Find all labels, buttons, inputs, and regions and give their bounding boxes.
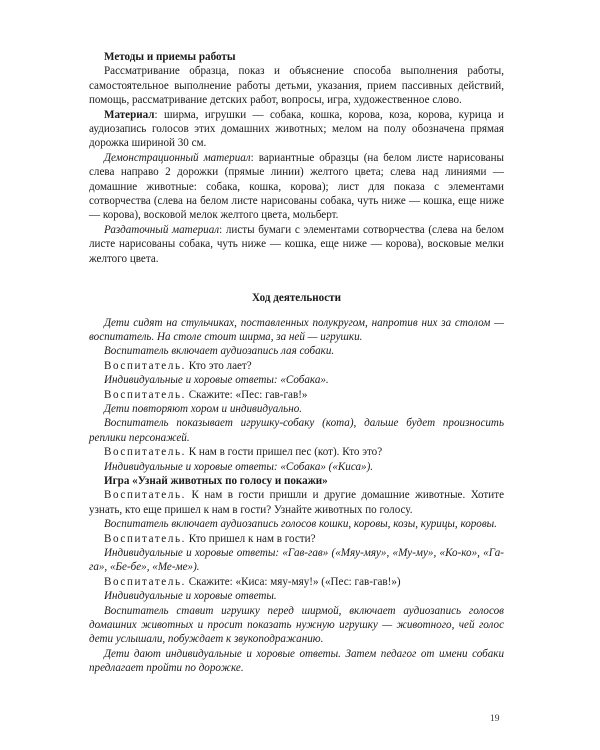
demo-material-text: : вариантные образцы (на белом листе нарисованы слева направо 2 дорожки (прямые линии) желтого цвета; слева над линиями — домашние животные: собака, кошка, корова); лист для показа с элементами сотворчества (слева на белом листе нарисованы собака, чуть ниже — кошка, еще ниже — корова), восковой мелок желтого цвета, мольберт. [89, 151, 504, 222]
demo-material-label: Демонстрационный материал [104, 151, 251, 164]
activity-heading: Ход деятельности [252, 292, 341, 305]
activity-p13: Индивидуальные и хоровые ответы: «Гав-гав» («Мяу-мяу», «Му-му», «Ко-ко», «Га-га», «Бе-бе», «Ме-ме»). [89, 547, 504, 574]
material-paragraph [89, 108, 504, 151]
material-text: : ширма, игрушки — собака, кошка, корова, коза, корова, курица и аудиозапись голосов этих домашних животных; мелом на полу обозначена прямая дорожка шириной 30 см. [89, 108, 504, 150]
activity-p10 [89, 488, 504, 517]
activity-p17: Дети дают индивидуальные и хоровые ответы. Затем педагог от имени собаки предлагает пройти по дорожке. [89, 647, 504, 675]
activity-p1: Дети сидят на стульчиках, поставленных полукругом, напротив них за столом — воспитатель. На столе стоит ширма, за ней — игрушки. [89, 316, 504, 343]
activity-p8 [89, 445, 504, 459]
speaker-label: Воспитатель. [104, 489, 186, 502]
activity-p5 [89, 388, 504, 402]
activity-p2: Воспитатель включает аудиозапись лая собаки. [104, 345, 335, 358]
activity-p11: Воспитатель включает аудиозапись голосов кошки, коровы, козы, курицы, коровы. [104, 518, 497, 531]
activity-p16: Воспитатель ставит игрушку перед ширмой, включает аудиозапись голосов домашних животных и просит показать нужную игрушку — животного, чей голос дети услышали, побуждает к звукоподражанию. [89, 604, 504, 646]
speaker-label: Воспитатель. [104, 532, 186, 545]
handout-material-text: : листы бумаги с элементами сотворчества (слева на белом листе нарисованы собака, чуть ниже — кошка, еще ниже — корова), восковые мелки желтого цвета. [89, 223, 504, 265]
methods-heading: Методы и приемы работы [104, 51, 236, 63]
speech-text: Кто пришел к нам в гости? [185, 532, 316, 545]
activity-p14 [89, 575, 504, 589]
speaker-label: Воспитатель. [104, 388, 186, 401]
speaker-label: Воспитатель. [104, 575, 186, 588]
material-label: Материал [104, 108, 155, 121]
activity-p15: Индивидуальные и хоровые ответы. [104, 590, 277, 603]
speaker-label: Воспитатель. [104, 359, 186, 372]
activity-p12 [89, 532, 504, 546]
speech-text: Кто это лает? [185, 359, 252, 372]
page-content [89, 50, 504, 676]
game-title: Игра «Узнай животных по голосу и покажи» [104, 474, 328, 487]
methods-text: Рассматривание образца, показ и объяснение способа выполнения работы, самостоятельное выполнение работы детьми, указания, прием пассивных действий, помощь, рассматривание детских работ, вопросы, игра, художественное слово. [89, 65, 504, 107]
speech-text: Скажите: «Пес: гав-гав!» [185, 388, 308, 401]
handout-material-paragraph [89, 223, 504, 266]
handout-material-label: Раздаточный материал [104, 223, 220, 236]
activity-p4: Индивидуальные и хоровые ответы: «Собака». [104, 374, 329, 387]
speech-text: Скажите: «Киса: мяу-мяу!» («Пес: гав-гав!») [185, 575, 401, 588]
speech-text: К нам в гости пришел пес (кот). Кто это? [185, 446, 383, 459]
activity-p3 [89, 359, 504, 373]
speaker-label: Воспитатель. [104, 446, 186, 459]
activity-p7: Воспитатель показывает игрушку-собаку (кота), дальше будет произносить реплики персонажей. [89, 417, 504, 444]
activity-p9: Индивидуальные и хоровые ответы: «Собака» («Киса»). [104, 460, 374, 473]
page-number: 19 [490, 714, 500, 724]
demo-material-paragraph [89, 151, 504, 223]
speech-text: К нам в гости пришли и другие домашние животные. Хотите узнать, кто еще пришел к нам в гости? Узнайте животных по голосу. [89, 489, 504, 516]
activity-p6: Дети повторяют хором и индивидуально. [104, 402, 303, 415]
